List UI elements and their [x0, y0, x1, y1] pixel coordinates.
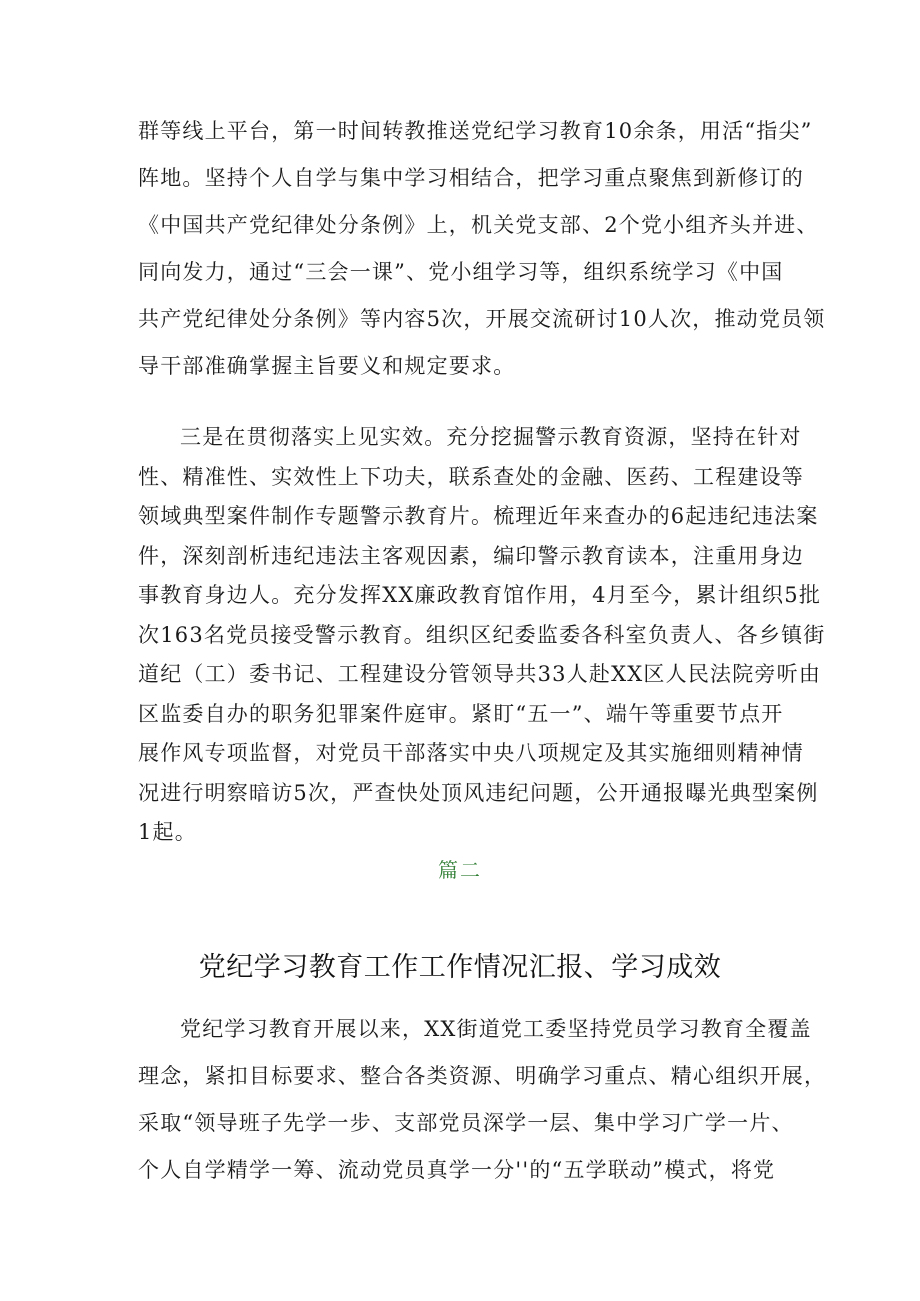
paragraph-line: 次163名党员接受警示教育。组织区纪委监委各科室负责人、各乡镇街: [138, 622, 826, 647]
paragraph-line: 阵地。坚持个人自学与集中学习相结合，把学习重点聚焦到新修订的: [138, 166, 804, 190]
paragraph-line: 事教育身边人。充分发挥XX廉政教育馆作用，4月至今，累计组织5批: [138, 583, 822, 607]
paragraph-line: 区监委自办的职务犯罪案件庭审。紧盯“五一”、端午等重要节点开: [138, 701, 784, 726]
paragraph-line: 件，深刻剖析违纪违法主客观因素，编印警示教育读本，注重用身边: [138, 543, 804, 568]
paragraph-line: 性、精准性、实效性上下功夫，联系查处的金融、医药、工程建设等: [138, 464, 804, 489]
paragraph-line: 个人自学精学一筹、流动党员真学一分''的“五学联动”模式，将党: [138, 1158, 776, 1182]
paragraph-line: 展作风专项监督，对党员干部落实中央八项规定及其实施细则精神情: [138, 741, 804, 765]
paragraph-line: 《中国共产党纪律处分条例》上，机关党支部、2个党小组齐头并进、: [138, 213, 819, 237]
paragraph-line: 况进行明察暗访5次，严查快处顶风违纪问题，公开通报曝光典型案例: [138, 780, 819, 805]
paragraph-line: 同向发力，通过“三会一课”、党小组学习等，组织系统学习《中国: [138, 260, 784, 284]
paragraph-line: 采取“领导班子先学一步、支部党员深学一层、集中学习广学一片、: [138, 1111, 794, 1135]
paragraph-line: 领域典型案件制作专题警示教育片。梳理近年来查办的6起违纪违法案: [138, 504, 819, 528]
paragraph-line: 共产党纪律处分条例》等内容5次，开展交流研讨10人次，推动党员领: [138, 307, 826, 331]
paragraph-line: 导干部准确掌握主旨要义和规定要求。: [138, 354, 516, 378]
section-label: 篇二: [438, 858, 482, 882]
paragraph-line: 三是在贯彻落实上见实效。充分挖掘警示教育资源，坚持在针对: [180, 425, 802, 449]
paragraph-line: 1起。: [138, 820, 197, 844]
paragraph-line: 群等线上平台，第一时间转教推送党纪学习教育10余条，用活“指尖”: [138, 119, 813, 143]
paragraph-line: 道纪（工）委书记、工程建设分管领导共33人赴XX区人民法院旁听由: [138, 662, 822, 686]
paragraph-line: 理念，紧扣目标要求、整合各类资源、明确学习重点、精心组织开展，: [138, 1064, 827, 1088]
paragraph-line: 党纪学习教育开展以来，XX街道党工委坚持党员学习教育全覆盖: [180, 1017, 812, 1041]
document-title: 党纪学习教育工作工作情况汇报、学习成效: [198, 952, 722, 983]
